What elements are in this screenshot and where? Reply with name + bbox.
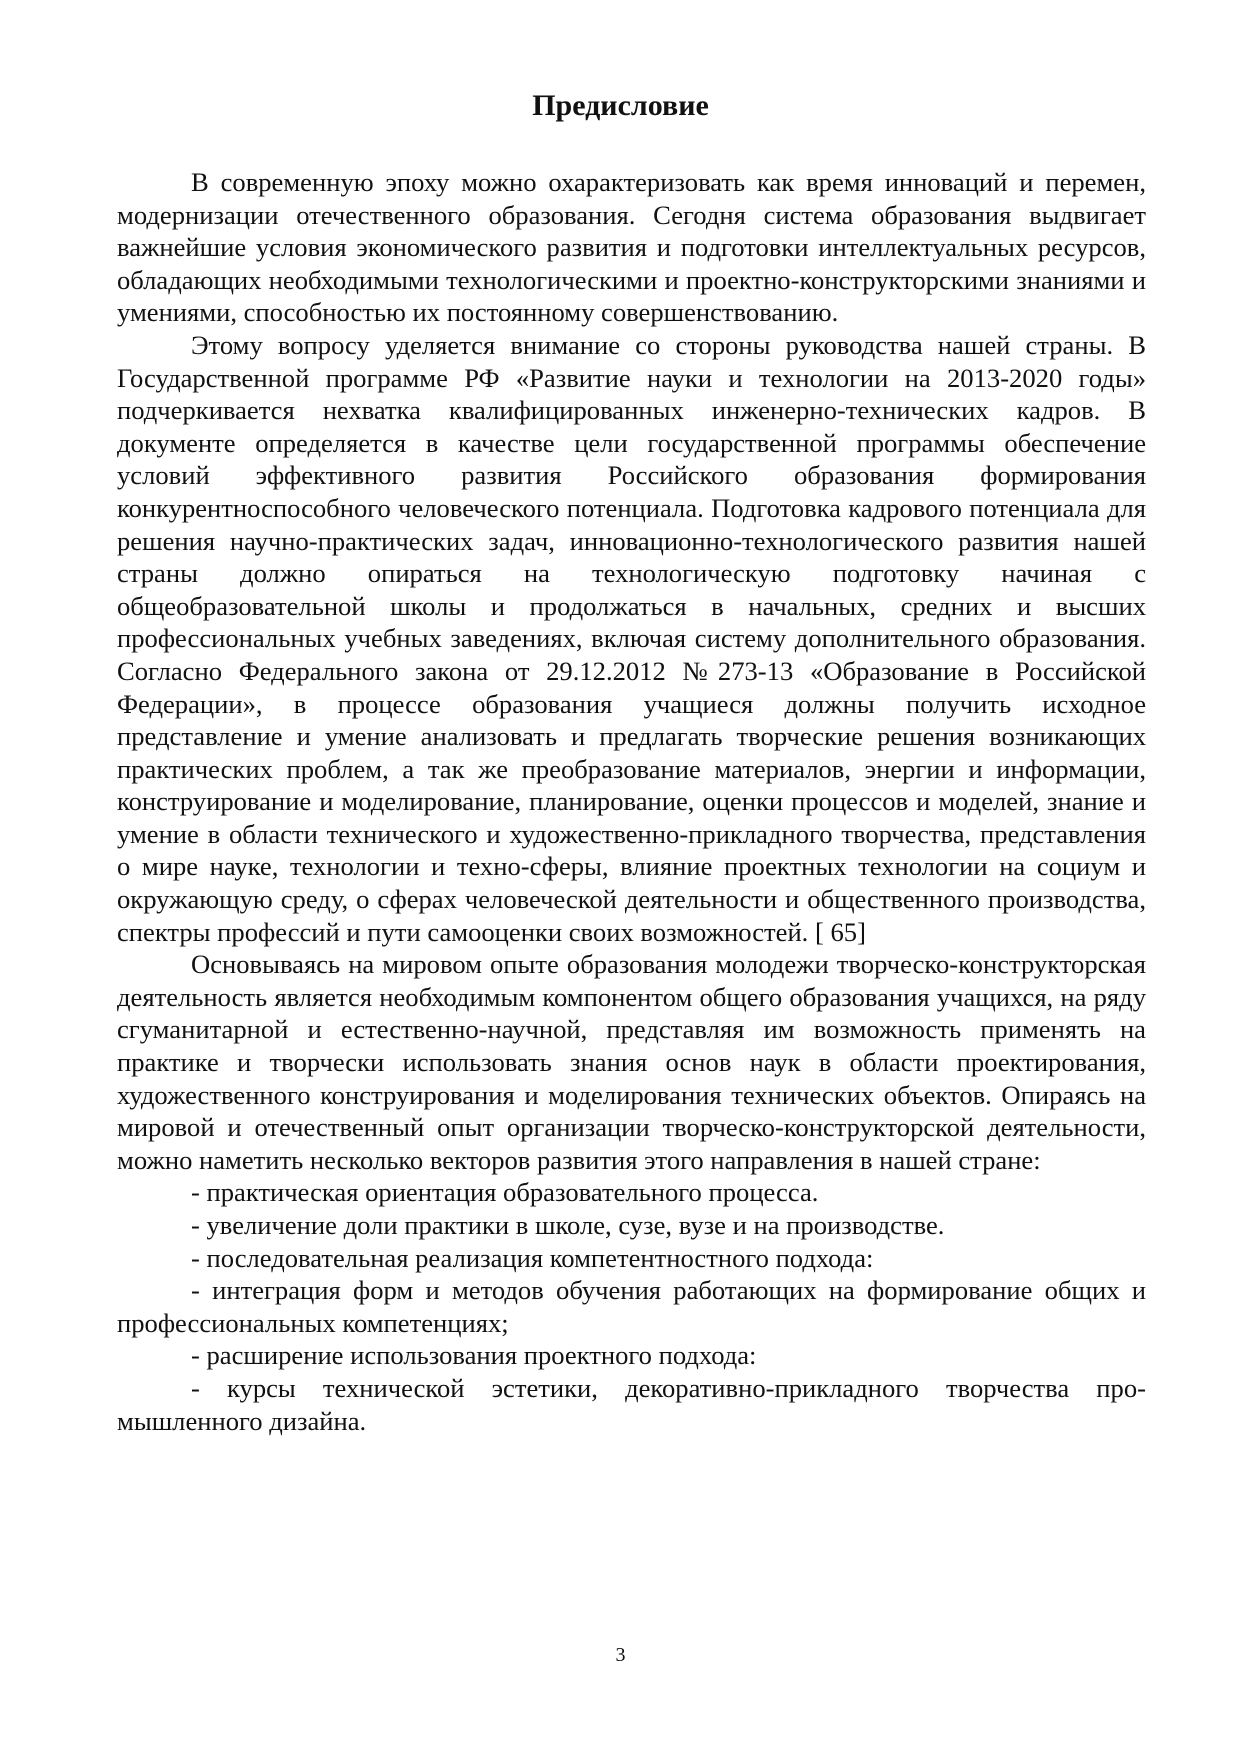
- paragraph-world-experience: Основываясь на мировом опыте образования молодежи творческо-конструкторская деятельность является необходимым компонентом общего образования учащихся, на ряду сгуманитарной и естественно-научной, представляя им возможность применять на практике и творчески использовать знания основ наук в области проектирования, художественного конструирования и моделирования технических объектов. Опираясь на мировой и отечественный опыт организации творческо-конструкторской деятельности, можно наметить несколько векторов развития этого направления в нашей стране:: [117, 949, 1146, 1175]
- list-item: - курсы технической эстетики, декоративно-прикладного творчества промышленного дизайна.: [117, 1372, 1146, 1436]
- page-title: Предисловие: [532, 89, 709, 122]
- list-item: - расширение использования проектного подхода:: [191, 1340, 757, 1371]
- list-item: - увеличение доли практики в школе, сузе, вузе и на производстве.: [191, 1210, 945, 1240]
- document-body: [117, 166, 1146, 1437]
- paragraph-intro: В современную эпоху можно охарактеризовать как время инноваций и перемен, модернизации отечественного образования. Сегодня система образования выдвигает важнейшие условия экономического развития и подготовки интеллектуальных ресурсов, обладающих необходимыми технологическими и проектно-конструкторскими знаниями и умениями, способностью их постоянному совершенствованию.: [117, 167, 1146, 328]
- list-item: - практическая ориентация образовательного процесса.: [191, 1177, 819, 1208]
- page-number: 3: [615, 1644, 626, 1666]
- list-item: - последовательная реализация компетентностного подхода:: [191, 1242, 874, 1273]
- paragraph-government-program: Этому вопросу уделяется внимание со стороны руководства нашей страны. В Государственной программе РФ «Развитие науки и технологии на 2013-2020 годы» подчеркивается нехватка квалифицированных инженерно-технических кадров. В документе определяется в качестве цели государственной программы обеспечение условий эффективного развития Российского образования формирования конкурентноспособного человеческого потенциала. Подготовка кадрового потенциала для решения научно-практических задач, инновационно-технологического развития нашей страны должно опираться на технологическую подготовку начиная с общеобразовательной школы и продолжаться в начальных, средних и высших профессиональных учебных заведениях, включая систему дополнительного образования. Согласно Федерального закона от 29.12.2012 №273-13 «Образование в Российской Федерации», в процессе образования учащиеся должны получить исходное представление и умение анализовать и предлагать творческие решения возникающих практических проблем, а так же преобразование материалов, энергии и информации, конструирование и моделирование, планирование, оценки процессов и моделей, знание и умение в области технического и художественно-прикладного творчества, представления о мире науке, технологии и техно-сферы, влияние проектных технологии на социум и окружающую среду, о сферах человеческой деятельности и общественного производства, спектры профессий и пути самооценки своих возможностей. [ 65]: [117, 329, 1146, 947]
- list-item: - интеграция форм и методов обучения работающих на формирование общих и профессиональных компетенциях;: [117, 1275, 1146, 1338]
